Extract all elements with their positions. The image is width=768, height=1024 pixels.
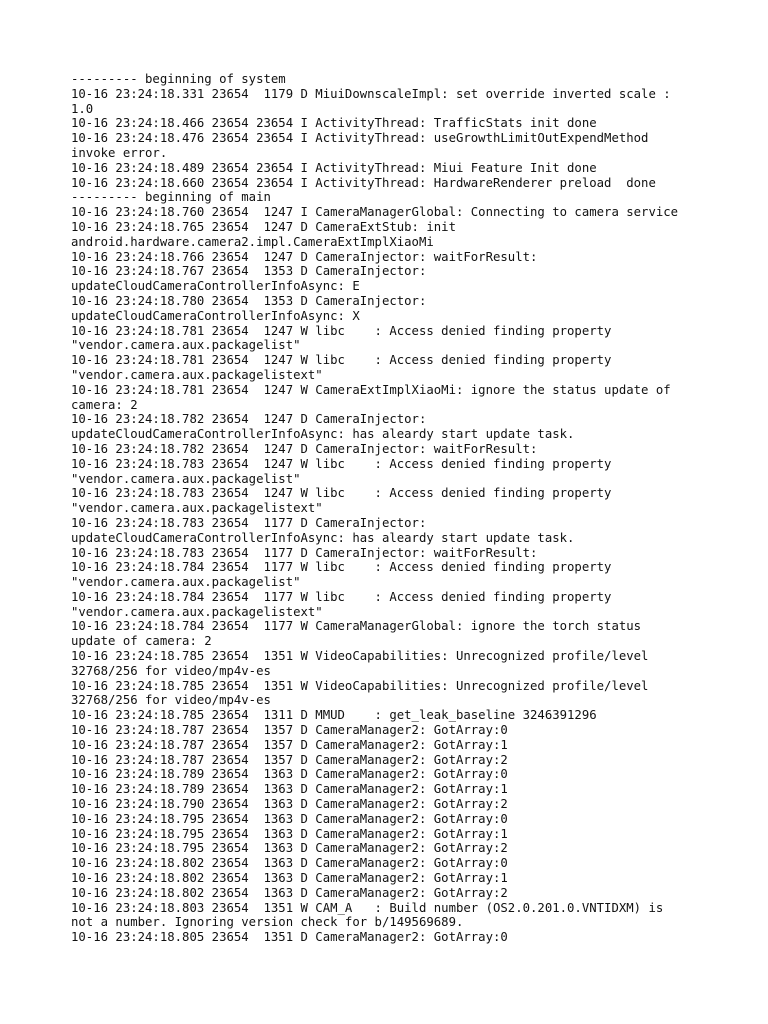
log-line: 10-16 23:24:18.802 23654 1363 D CameraManager2: GotArray:1	[71, 871, 508, 886]
log-line: 10-16 23:24:18.765 23654 1247 D CameraExtStub: init	[71, 219, 456, 234]
log-line: 10-16 23:24:18.660 23654 23654 I ActivityThread: HardwareRenderer preload done	[71, 175, 656, 190]
log-line: 10-16 23:24:18.787 23654 1357 D CameraManager2: GotArray:1	[71, 737, 508, 752]
log-line: --------- beginning of system	[71, 72, 286, 86]
log-line: "vendor.camera.aux.packagelistext"	[71, 604, 323, 619]
log-line: 32768/256 for video/mp4v-es	[71, 693, 271, 708]
log-line: 10-16 23:24:18.787 23654 1357 D CameraManager2: GotArray:0	[71, 723, 508, 738]
log-line: 10-16 23:24:18.795 23654 1363 D CameraManager2: GotArray:0	[71, 811, 508, 826]
log-line: 10-16 23:24:18.781 23654 1247 W libc : Access denied finding property	[71, 353, 612, 368]
log-line: 10-16 23:24:18.803 23654 1351 W CAM_A : Build number (OS2.0.201.0.VNTIDXM) is	[71, 900, 664, 915]
log-line: 10-16 23:24:18.476 23654 23654 I ActivityThread: useGrowthLimitOutExpendMethod	[71, 131, 649, 146]
log-line: 10-16 23:24:18.783 23654 1177 D CameraInjector: waitForResult:	[71, 545, 538, 560]
log-line: 10-16 23:24:18.785 23654 1351 W VideoCapabilities: Unrecognized profile/level	[71, 649, 649, 664]
log-line: not a number. Ignoring version check for b/149569689.	[71, 915, 464, 930]
log-line: 10-16 23:24:18.787 23654 1357 D CameraManager2: GotArray:2	[71, 752, 508, 767]
log-line: 10-16 23:24:18.805 23654 1351 D CameraManager2: GotArray:0	[71, 930, 508, 945]
log-line: 10-16 23:24:18.781 23654 1247 W CameraExtImplXiaoMi: ignore the status update of	[71, 382, 671, 397]
log-line: --------- beginning of main	[71, 190, 271, 205]
log-line: 10-16 23:24:18.795 23654 1363 D CameraManager2: GotArray:2	[71, 841, 508, 856]
log-line: 10-16 23:24:18.784 23654 1177 W libc : Access denied finding property	[71, 560, 612, 575]
log-line: 10-16 23:24:18.789 23654 1363 D CameraManager2: GotArray:1	[71, 782, 508, 797]
log-line: updateCloudCameraControllerInfoAsync: E	[71, 279, 360, 294]
log-line: 10-16 23:24:18.781 23654 1247 W libc : Access denied finding property	[71, 323, 612, 338]
log-line: 10-16 23:24:18.331 23654 1179 D MiuiDownscaleImpl: set override inverted scale :	[71, 86, 671, 101]
log-line: 10-16 23:24:18.783 23654 1247 W libc : Access denied finding property	[71, 486, 612, 501]
log-line: updateCloudCameraControllerInfoAsync: X	[71, 308, 360, 323]
log-line: 10-16 23:24:18.784 23654 1177 W CameraManagerGlobal: ignore the torch status	[71, 619, 642, 634]
log-line: 10-16 23:24:18.785 23654 1351 W VideoCapabilities: Unrecognized profile/level	[71, 678, 649, 693]
log-line: "vendor.camera.aux.packagelist"	[71, 575, 301, 590]
log-line: 10-16 23:24:18.784 23654 1177 W libc : Access denied finding property	[71, 589, 612, 604]
log-line: camera: 2	[71, 397, 138, 412]
log-line: invoke error.	[71, 145, 168, 160]
log-line: 10-16 23:24:18.466 23654 23654 I ActivityThread: TrafficStats init done	[71, 116, 597, 131]
log-line: 10-16 23:24:18.489 23654 23654 I ActivityThread: Miui Feature Init done	[71, 160, 597, 175]
log-line: 10-16 23:24:18.790 23654 1363 D CameraManager2: GotArray:2	[71, 797, 508, 812]
log-line: 10-16 23:24:18.802 23654 1363 D CameraManager2: GotArray:2	[71, 885, 508, 900]
log-line: update of camera: 2	[71, 634, 212, 649]
log-line: 1.0	[71, 101, 94, 116]
log-line: android.hardware.camera2.impl.CameraExtImplXiaoMi	[71, 234, 434, 249]
log-line: 10-16 23:24:18.782 23654 1247 D CameraInjector:	[71, 412, 427, 427]
log-line: 10-16 23:24:18.767 23654 1353 D CameraInjector:	[71, 264, 427, 279]
log-line: 10-16 23:24:18.795 23654 1363 D CameraManager2: GotArray:1	[71, 826, 508, 841]
log-line: updateCloudCameraControllerInfoAsync: has aleardy start update task.	[71, 427, 575, 442]
log-line: 10-16 23:24:18.780 23654 1353 D CameraInjector:	[71, 293, 427, 308]
log-line: 10-16 23:24:18.802 23654 1363 D CameraManager2: GotArray:0	[71, 856, 508, 871]
log-line: 10-16 23:24:18.782 23654 1247 D CameraInjector: waitForResult:	[71, 441, 538, 456]
log-line: "vendor.camera.aux.packagelistext"	[71, 501, 323, 516]
log-line: "vendor.camera.aux.packagelist"	[71, 338, 301, 353]
log-line: "vendor.camera.aux.packagelist"	[71, 471, 301, 486]
log-line: 32768/256 for video/mp4v-es	[71, 663, 271, 678]
log-line: 10-16 23:24:18.766 23654 1247 D CameraInjector: waitForResult:	[71, 249, 538, 264]
log-line: 10-16 23:24:18.760 23654 1247 I CameraManagerGlobal: Connecting to camera service	[71, 205, 679, 220]
log-line: updateCloudCameraControllerInfoAsync: has aleardy start update task.	[71, 530, 575, 545]
log-line: 10-16 23:24:18.785 23654 1311 D MMUD : get_leak_baseline 3246391296	[71, 708, 597, 723]
log-line: 10-16 23:24:18.783 23654 1177 D CameraInjector:	[71, 515, 427, 530]
log-line: 10-16 23:24:18.783 23654 1247 W libc : Access denied finding property	[71, 456, 612, 471]
log-line: "vendor.camera.aux.packagelistext"	[71, 367, 323, 382]
log-line: 10-16 23:24:18.789 23654 1363 D CameraManager2: GotArray:0	[71, 767, 508, 782]
